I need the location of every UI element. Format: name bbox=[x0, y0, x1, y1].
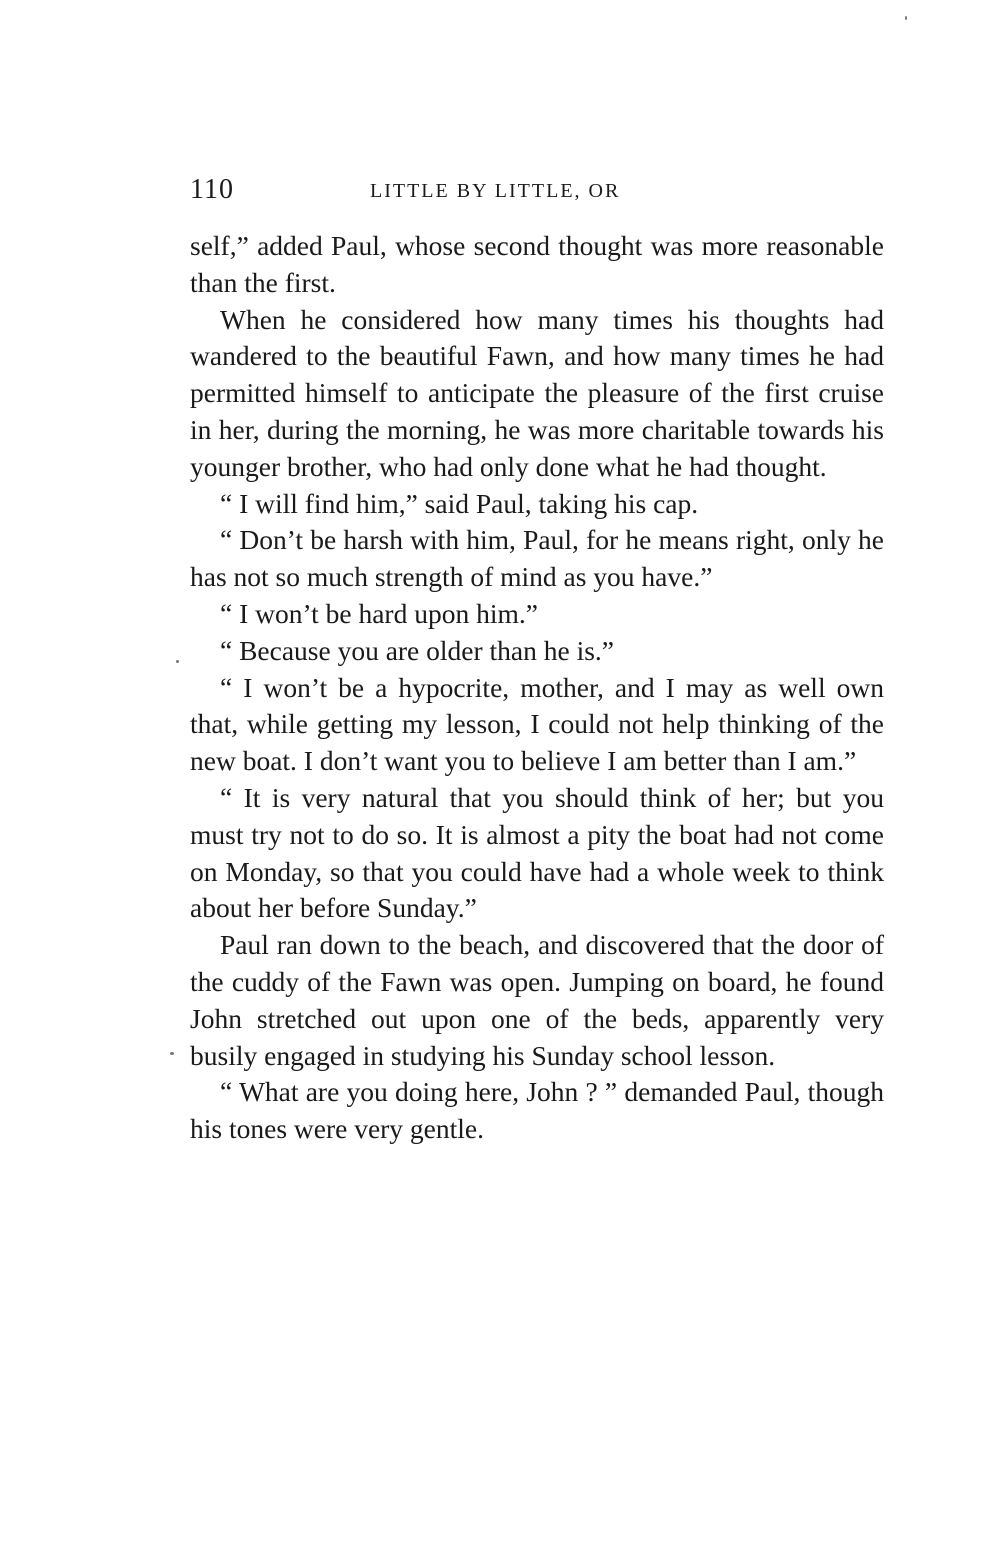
paragraph: “ I won’t be hard upon him.” bbox=[220, 597, 538, 629]
paragraph: “ I will find him,” said Paul, taking his cap. bbox=[220, 487, 699, 519]
paragraph: “ What are you doing here, John ? ” demanded Paul, though his tones were very gentle. bbox=[190, 1076, 884, 1145]
paragraph: “ Because you are older than he is.” bbox=[220, 634, 614, 666]
page-number: 110 bbox=[190, 174, 234, 205]
body-text bbox=[190, 228, 884, 1148]
scan-speck bbox=[176, 660, 179, 663]
scan-speck bbox=[170, 1052, 174, 1055]
page-header bbox=[190, 174, 884, 210]
paragraph: When he considered how many times his thoughts had wandered to the beautiful Fawn, and how many times he had permitted himself to anticipate the pleasure of the first cruise in her, during the morning, he was more charitable towards his younger brother, who had only done what he had thought. bbox=[190, 303, 884, 482]
paragraph: “ It is very natural that you should think of her; but you must try not to do so. It is almost a pity the boat had not come on Monday, so that you could have had a whole week to think about her before Sunday.” bbox=[190, 781, 884, 924]
paragraph: “ Don’t be harsh with him, Paul, for he means right, only he has not so much strength of mind as you have.” bbox=[190, 524, 884, 593]
scan-speck bbox=[905, 16, 907, 20]
running-title: LITTLE BY LITTLE, OR bbox=[370, 180, 621, 202]
paragraph: Paul ran down to the beach, and discovered that the door of the cuddy of the Fawn was open. Jumping on board, he found John stretched out upon one of the beds, apparently very busily engaged in studying his Sunday school lesson. bbox=[190, 929, 884, 1071]
paragraph-continued: self,” added Paul, whose second thought was more reasonable than the first. bbox=[190, 230, 884, 298]
paragraph: “ I won’t be a hypocrite, mother, and I may as well own that, while getting my lesson, I could not help thinking of the new boat. I don’t want you to believe I am better than I am.” bbox=[190, 671, 884, 777]
